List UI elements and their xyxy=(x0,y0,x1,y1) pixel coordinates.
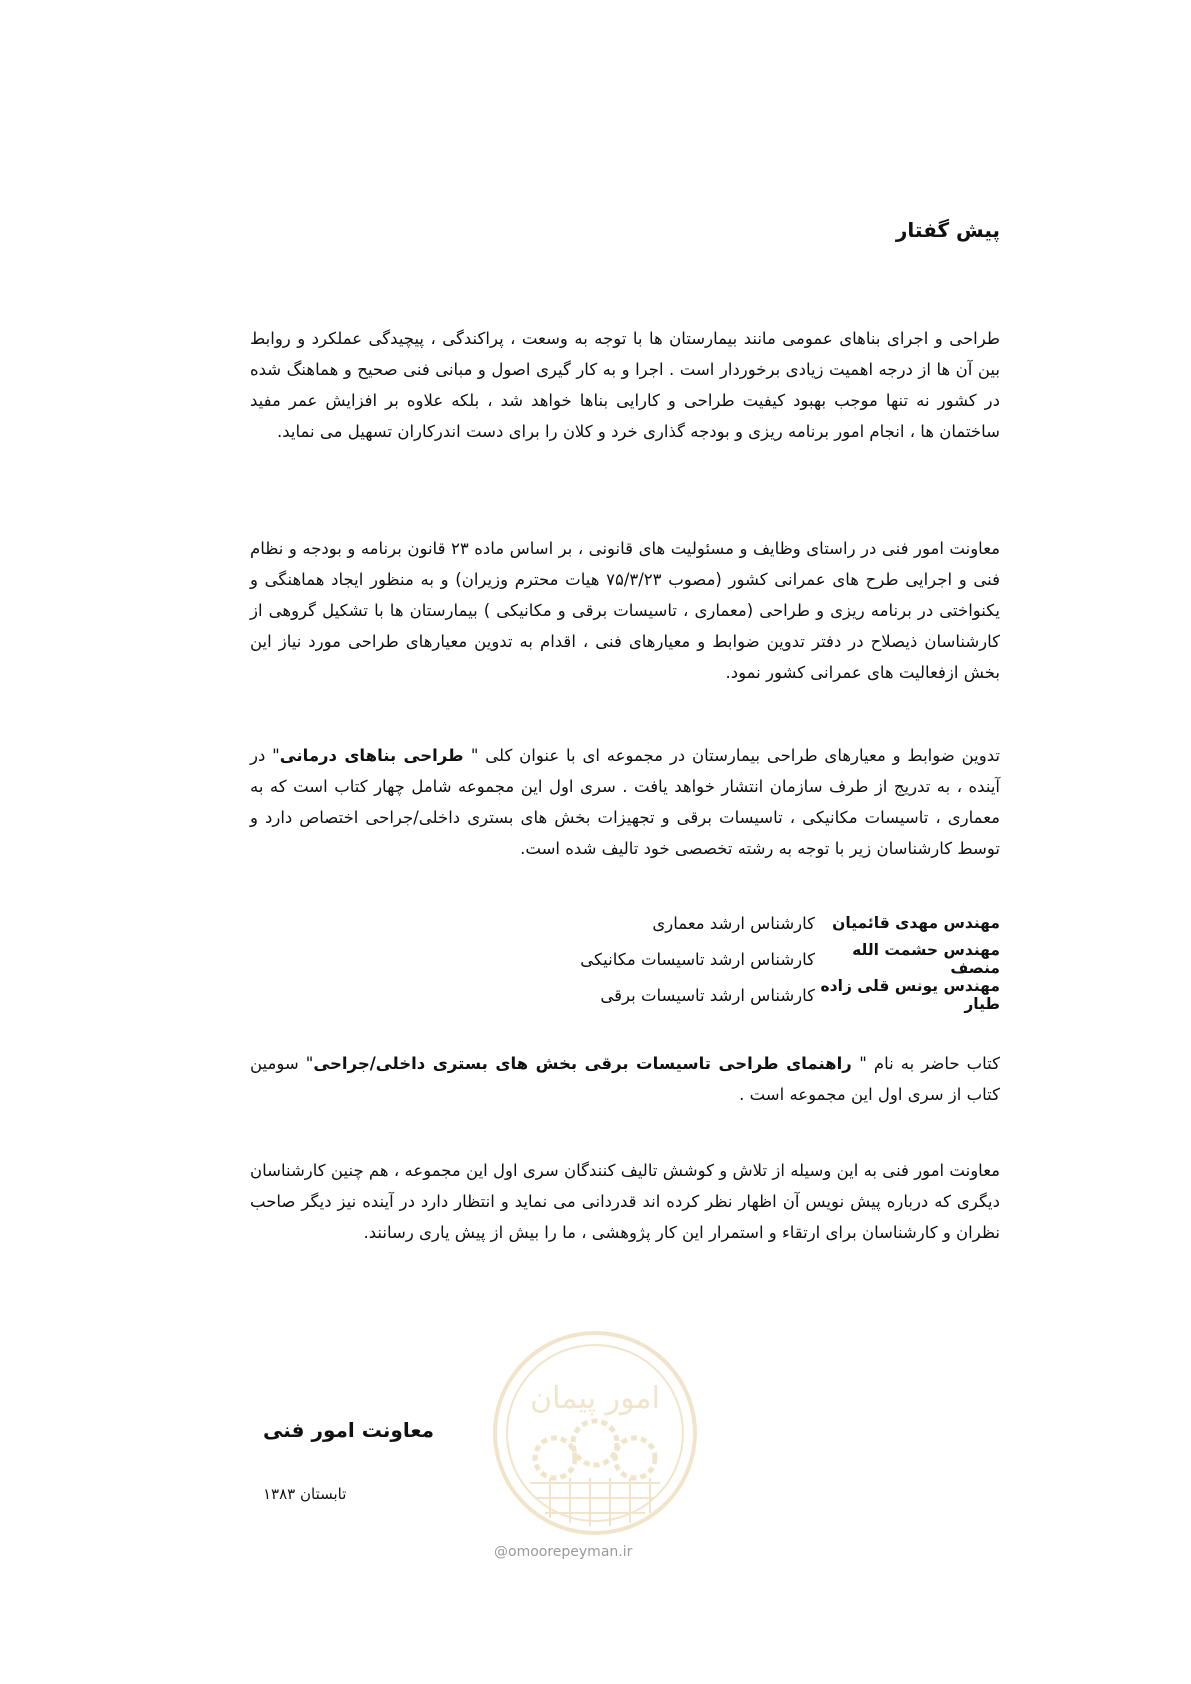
paragraph-series-text-start: تدوین ضوابط و معیارهای طراحی بیمارستان در مجموعه ای با عنوان کلی " xyxy=(470,746,1000,765)
paragraph-book-title xyxy=(250,1048,1000,1110)
author-role: کارشناس ارشد تاسیسات مکانیکی xyxy=(580,949,815,969)
seal-icon xyxy=(490,1328,700,1538)
author-row xyxy=(250,977,1000,1013)
paragraph-book-text-start: کتاب حاضر به نام " xyxy=(859,1054,1000,1073)
series-title: طراحی بناهای درمانی xyxy=(279,746,471,765)
page-title: پیش گفتار xyxy=(895,218,1000,242)
paragraph-acknowledgement: معاونت امور فنی به این وسیله از تلاش و کوشش تالیف کنندگان سری اول این مجموعه ، هم چنین کارشناسان دیگری که درباره پیش نویس آن اظهار نظر کرده اند قدردانی می نماید و انتظار دارد در آینده نیز دیگر صاحب نظران و کارشناسان برای ارتقاء و استمرار این کار پژوهشی ، ما را بیش از پیش یاری رسانند. xyxy=(250,1161,1000,1242)
author-role: کارشناس ارشد تاسیسات برقی xyxy=(600,985,815,1005)
paragraph-series xyxy=(250,740,1000,864)
paragraph-series-text-end: " در آینده ، به تدریج از طرف سازمان انتشار خواهد یافت . سری اول این مجموعه شامل چهار کتاب است که به معماری ، تاسیسات مکانیکی ، تاسیسات برقی و تجهیزات بخش های بستری داخلی/جراحی اختصاص دارد و توسط کارشناسان زیر با توجه به رشته تخصصی خود تالیف شده است. xyxy=(250,746,1000,858)
authors-list xyxy=(250,905,1000,1013)
author-role: کارشناس ارشد معماری xyxy=(652,913,815,933)
author-row xyxy=(250,941,1000,977)
paragraph-book-text-end: " سومین کتاب از سری اول این مجموعه است . xyxy=(250,1054,1000,1104)
author-name: مهندس یونس قلی زاده طیار xyxy=(820,977,1000,1013)
book-title: راهنمای طراحی تاسیسات برقی بخش های بستری داخلی/جراحی xyxy=(313,1054,860,1073)
author-row xyxy=(250,905,1000,941)
watermark-seal xyxy=(490,1328,700,1538)
author-name: مهندس حشمت الله منصف xyxy=(852,941,1000,977)
signature: معاونت امور فنی xyxy=(263,1418,435,1442)
author-name: مهندس مهدی قائمیان xyxy=(832,914,1000,932)
date-label: تابستان ۱۳۸۳ xyxy=(263,1485,347,1503)
paragraph-mandate: معاونت امور فنی در راستای وظایف و مسئولیت های قانونی ، بر اساس ماده ۲۳ قانون برنامه و بودجه و نظام فنی و اجرایی طرح های عمرانی کشور (مصوب ۷۵/۳/۲۳ هیات محترم وزیران) و به منظور ایجاد هماهنگی و یکنواختی در برنامه ریزی و طراحی (معماری ، تاسیسات برقی و مکانیکی ) بیمارستان ها با تشکیل گروهی از کارشناسان ذیصلاح در دفتر تدوین ضوابط و معیارهای فنی ، اقدام به تدوین معیارهای طراحی مورد نیاز این بخش ازفعالیت های عمرانی کشور نمود. xyxy=(250,539,1000,682)
seal-text: امور پیمان xyxy=(530,1381,660,1416)
watermark-url: @omoorepeyman.ir xyxy=(494,1544,633,1560)
paragraph-intro: طراحی و اجرای بناهای عمومی مانند بیمارستان ها با توجه به وسعت ، پراکندگی ، پیچیدگی عملکرد و روابط بین آن ها از درجه اهمیت زیادی برخوردار است . اجرا و به کار گیری اصول و مبانی فنی صحیح و هماهنگ شده در کشور نه تنها موجب بهبود کیفیت طراحی و کارایی بناها خواهد شد ، بلکه علاوه بر افزایش عمر مفید ساختمان ها ، انجام امور برنامه ریزی و بودجه گذاری خرد و کلان را برای دست اندرکاران تسهیل می نماید. xyxy=(250,329,1000,441)
